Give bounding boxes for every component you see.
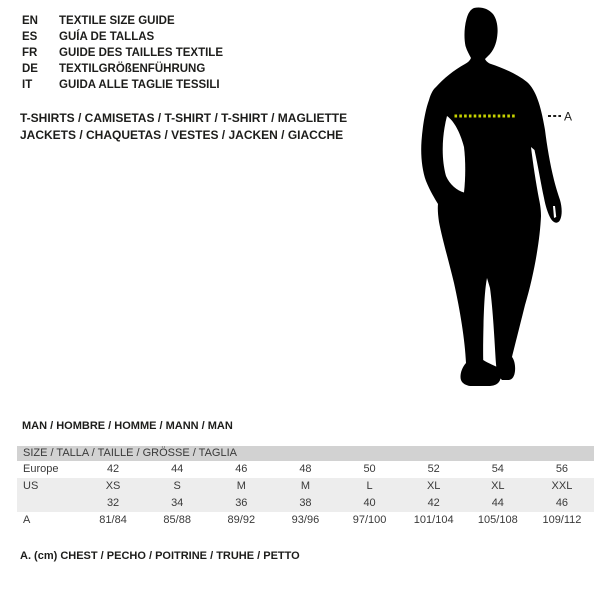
section-title: MAN / HOMBRE / HOMME / MANN / MAN: [22, 420, 233, 432]
measure-label-a: A: [564, 109, 573, 124]
size-table-cell: 38: [299, 497, 312, 509]
size-table-cell: 81/84: [99, 514, 127, 526]
size-table-cell: 93/96: [291, 514, 320, 526]
size-table-cell: 89/92: [227, 514, 256, 526]
category-list: [20, 110, 347, 144]
size-table-row: [17, 461, 594, 478]
language-row: [22, 61, 223, 77]
size-table-row-label: A: [23, 514, 31, 526]
size-table-cell: 50: [363, 463, 376, 475]
language-row: [22, 29, 223, 45]
size-table-body: [17, 461, 594, 529]
category-line: T-SHIRTS / CAMISETAS / T-SHIRT / T-SHIRT / MAGLIETTE: [20, 111, 348, 125]
language-guide-title: TEXTILGRÖßENFÜHRUNG: [59, 63, 206, 75]
size-table-row-label: Europe: [23, 463, 59, 475]
size-table-cell: 105/108: [477, 514, 518, 526]
language-code: FR: [22, 47, 38, 59]
size-table-cell: 40: [363, 497, 376, 509]
language-guide-title: TEXTILE SIZE GUIDE: [59, 15, 175, 27]
man-silhouette-svg: [410, 0, 600, 400]
man-silhouette: [421, 7, 561, 386]
language-row: [22, 77, 223, 93]
size-table-cell: 44: [171, 463, 184, 475]
size-table-cell: 36: [235, 497, 248, 509]
size-table-cell: S: [173, 480, 181, 492]
size-table-cell: 109/112: [542, 514, 582, 526]
size-table-header: SIZE / TALLA / TAILLE / GRÖSSE / TAGLIA: [17, 446, 594, 461]
size-table-row-label: US: [23, 480, 39, 492]
language-row: [22, 13, 223, 29]
size-table-cell: XL: [491, 480, 505, 492]
size-table-cell: 46: [235, 463, 248, 475]
size-table-cell: 34: [171, 497, 184, 509]
size-table-row: [17, 495, 594, 512]
category-line: JACKETS / CHAQUETAS / VESTES / JACKEN / GIACCHE: [20, 128, 344, 142]
language-code: ES: [22, 31, 38, 43]
size-table-cell: 44: [491, 497, 504, 509]
size-table-cell: M: [300, 480, 311, 492]
size-table: [17, 446, 594, 529]
size-table-cell: 32: [106, 497, 120, 509]
size-table-cell: 52: [427, 463, 440, 475]
size-table-cell: XXL: [551, 480, 573, 492]
size-table-cell: M: [236, 480, 246, 492]
size-table-cell: 97/100: [352, 514, 387, 526]
size-table-cell: XL: [426, 480, 441, 492]
size-table-cell: 48: [299, 463, 312, 475]
language-code: DE: [22, 63, 38, 75]
size-table-cell: 101/104: [413, 514, 454, 526]
language-code: IT: [22, 79, 33, 91]
man-silhouette-figure: [410, 0, 600, 400]
language-code: EN: [22, 15, 38, 27]
language-guide-title: GUIDA ALLE TAGLIE TESSILI: [59, 79, 220, 91]
language-guide-title: GUÍA DE TALLAS: [59, 31, 155, 43]
language-guide-title: GUIDE DES TAILLES TEXTILE: [59, 47, 223, 59]
measurement-footnote: A. (cm) CHEST / PECHO / POITRINE / TRUHE / PETTO: [20, 550, 300, 562]
size-table-cell: 42: [106, 463, 120, 475]
size-table-row-label: [17, 495, 81, 512]
size-table-cell: XS: [105, 480, 121, 492]
language-row: [22, 45, 223, 61]
size-table-row: [17, 512, 594, 529]
language-list: [22, 13, 223, 93]
size-table-cell: 46: [555, 497, 569, 509]
size-table-row: [17, 478, 594, 495]
size-table-cell: 56: [555, 463, 569, 475]
size-table-cell: L: [366, 480, 373, 492]
size-table-cell: 85/88: [163, 514, 191, 526]
size-table-cell: 42: [427, 497, 440, 509]
size-table-cell: 54: [491, 463, 504, 475]
